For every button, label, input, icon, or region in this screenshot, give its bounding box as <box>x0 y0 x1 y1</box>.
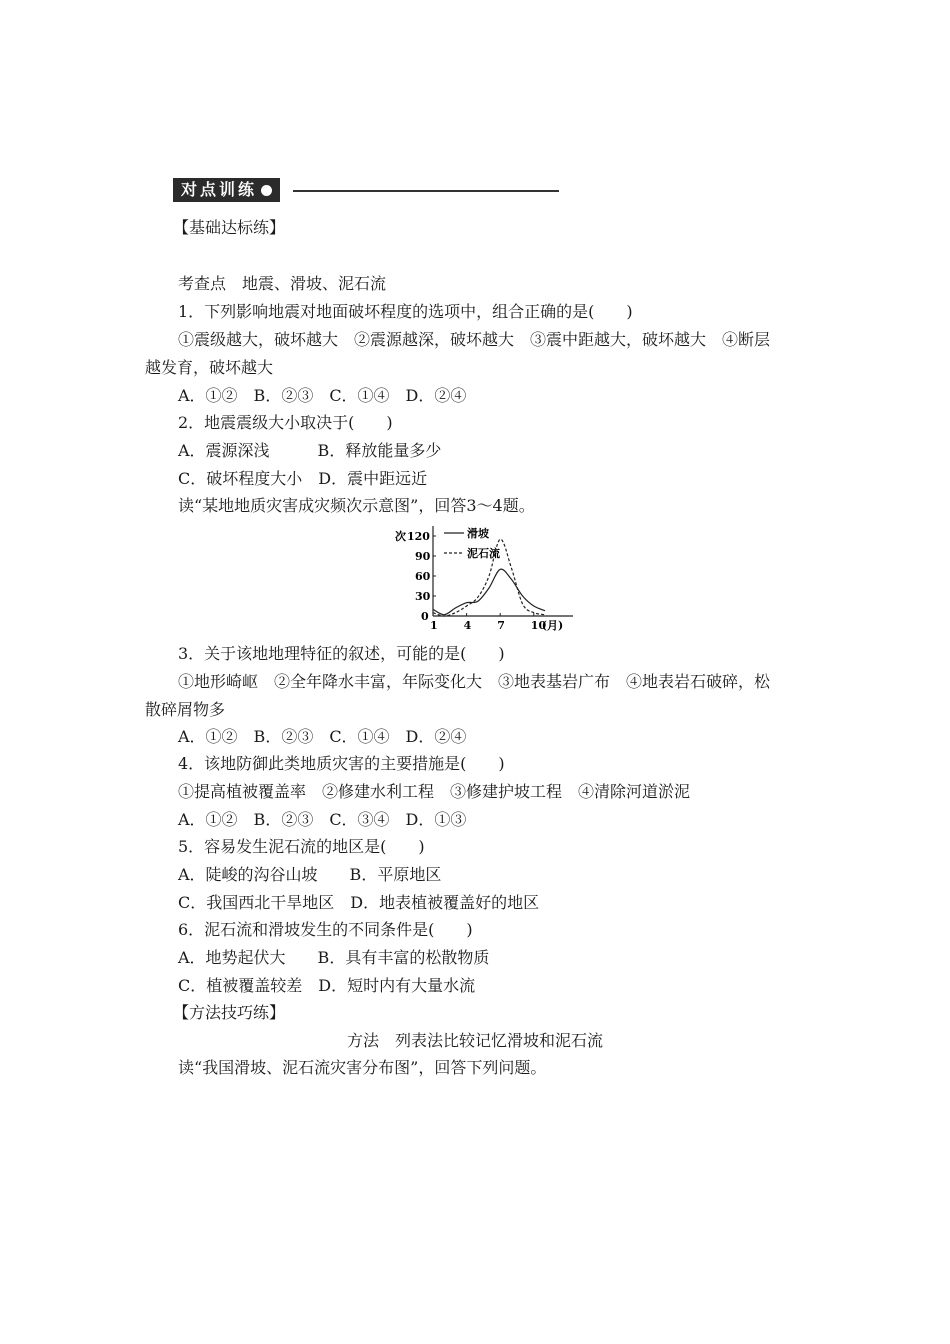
q5-stem: 5．容易发生泥石流的地区是( ) <box>178 837 425 856</box>
method-title: 方法 列表法比较记忆滑坡和泥石流 <box>346 1031 603 1050</box>
q1-options-cont: 越发育，破坏越大 <box>145 358 274 377</box>
q3-stem: 3．关于该地地理特征的叙述，可能的是( ) <box>178 644 505 663</box>
q1-choices: A．①② B．②③ C．①④ D．②④ <box>178 386 467 405</box>
q5-choices-2: C．我国西北干旱地区 D．地表植被覆盖好的地区 <box>178 893 540 912</box>
y-tick-label: 60 <box>415 570 431 583</box>
q2-stem: 2．地震震级大小取决于( ) <box>178 413 393 432</box>
banner-box <box>173 178 280 202</box>
q3-options-cont: 散碎屑物多 <box>145 700 226 719</box>
section-banner <box>173 178 559 204</box>
section-method: 【方法技巧练】 <box>173 1003 286 1022</box>
section-basic: 【基础达标练】 <box>173 218 286 237</box>
x-tick-label: 1 <box>430 619 438 632</box>
q4-choices: A．①② B．②③ C．③④ D．①③ <box>178 810 467 829</box>
banner-rule <box>293 190 559 192</box>
q6-choices-2: C．植被覆盖较差 D．短时内有大量水流 <box>178 976 476 995</box>
y-tick-label: 90 <box>415 550 431 563</box>
legend-label: 滑坡 <box>467 527 489 540</box>
series-line-landslide <box>433 569 545 615</box>
read-instruction-2: 读“我国滑坡、泥石流灾害分布图”，回答下列问题。 <box>178 1058 547 1077</box>
banner-title: 对点训练 <box>181 180 258 199</box>
bullet-icon <box>261 185 272 196</box>
q4-stem: 4．该地防御此类地质灾害的主要措施是( ) <box>178 754 505 773</box>
y-axis-label: 次 <box>395 530 406 543</box>
q2-choices-1: A．震源深浅 B．释放能量多少 <box>178 441 442 460</box>
x-tick-label: 4 <box>463 619 472 632</box>
x-unit-label: (月) <box>541 619 564 632</box>
q3-options: ①地形崎岖 ②全年降水丰富，年际变化大 ③地表基岩广布 ④地表岩石破碎，松 <box>178 672 771 691</box>
read-instruction-1: 读“某地地质灾害成灾频次示意图”，回答3～4题。 <box>178 496 535 515</box>
q6-choices-1: A．地势起伏大 B．具有丰富的松散物质 <box>178 948 490 967</box>
y-tick-label: 120 <box>407 530 430 543</box>
q3-choices: A．①② B．②③ C．①④ D．②④ <box>178 727 467 746</box>
x-tick-label: 10 <box>530 619 547 632</box>
x-tick-label: 7 <box>497 619 505 632</box>
y-tick-label: 0 <box>421 610 429 623</box>
q2-choices-2: C．破坏程度大小 D．震中距远近 <box>178 469 428 488</box>
q6-stem: 6．泥石流和滑坡发生的不同条件是( ) <box>178 920 473 939</box>
y-tick-label: 30 <box>415 590 431 603</box>
q4-options: ①提高植被覆盖率 ②修建水利工程 ③修建护坡工程 ④清除河道淤泥 <box>178 782 691 801</box>
q1-options: ①震级越大，破坏越大 ②震源越深，破坏越大 ③震中距越大，破坏越大 ④断层 <box>178 330 771 349</box>
q5-choices-1: A．陡峻的沟谷山坡 B．平原地区 <box>178 865 442 884</box>
q1-stem: 1．下列影响地震对地面破坏程度的选项中，组合正确的是( ) <box>178 302 633 321</box>
topic-heading: 考查点 地震、滑坡、泥石流 <box>178 274 387 293</box>
legend-label: 泥石流 <box>467 547 500 560</box>
disaster-frequency-chart <box>385 520 600 635</box>
